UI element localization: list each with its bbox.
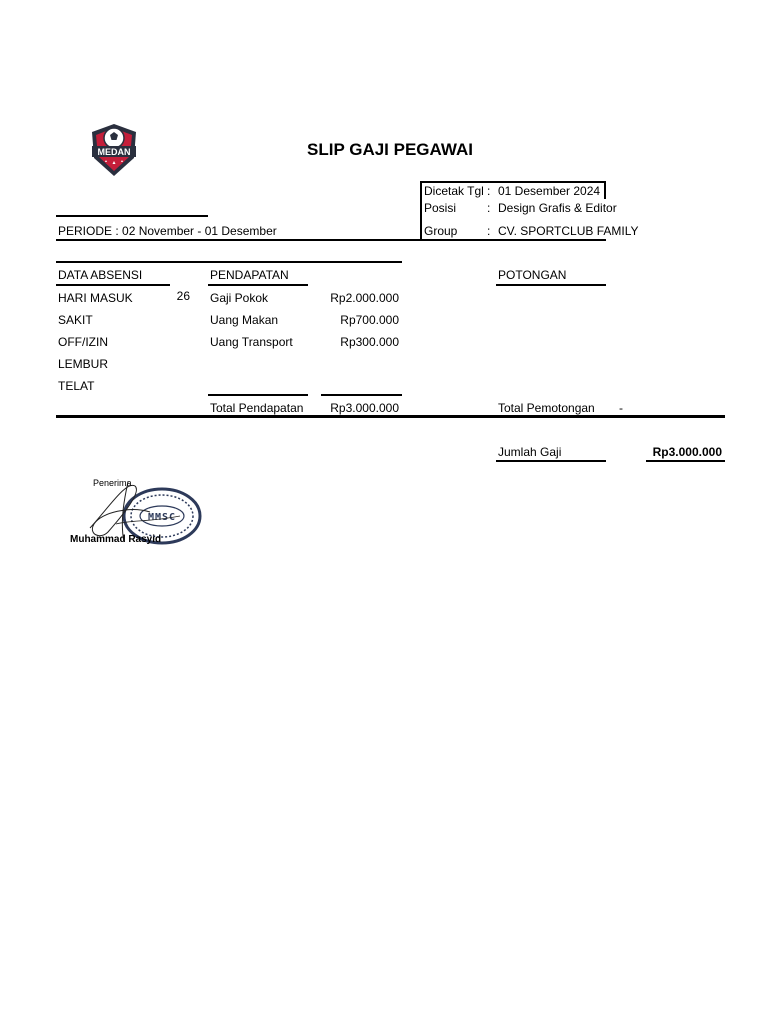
income-total-line [208,394,308,396]
salary-label-line [496,460,606,462]
printed-value: 01 Desember 2024 [498,184,601,198]
attendance-heading: DATA ABSENSI [58,268,143,282]
income-value: Rp700.000 [340,313,399,327]
attendance-label: OFF/IZIN [58,335,108,349]
attendance-label: SAKIT [58,313,93,327]
group-value: CV. SPORTCLUB FAMILY [498,224,639,238]
position-value: Design Grafis & Editor [498,201,617,215]
stamp-text: MMSC [147,512,177,523]
income-total-value: Rp3.000.000 [330,401,399,415]
info-box-left [420,181,422,241]
group-label: Group [424,224,458,238]
deductions-heading-line [496,284,606,286]
period-top-line [56,215,208,217]
income-heading: PENDAPATAN [210,268,289,282]
info-box-right [604,181,606,199]
info-box-top [420,181,606,183]
logo-text: MEDAN [97,147,131,157]
income-total-label: Total Pendapatan [210,401,304,415]
attendance-label: HARI MASUK [58,291,133,305]
attendance-heading-line [56,284,170,286]
receiver-label: Penerima [93,478,132,488]
salary-value-line [646,460,725,462]
attendance-label: TELAT [58,379,95,393]
club-logo [88,122,140,178]
salary-label: Jumlah Gaji [498,445,562,459]
income-label: Uang Transport [210,335,293,349]
salary-value: Rp3.000.000 [652,445,722,459]
income-top-line [56,261,402,263]
deductions-heading: POTONGAN [498,268,567,282]
position-sep: : [487,201,491,215]
section-bottom-line [56,415,725,418]
income-heading-line [208,284,308,286]
income-value: Rp300.000 [340,335,399,349]
income-value: Rp2.000.000 [330,291,399,305]
income-total-value-line [321,394,402,396]
attendance-value: 26 [176,289,190,303]
attendance-label: LEMBUR [58,357,109,371]
printed-label: Dicetak Tgl [424,184,484,198]
period-bottom-line [56,239,606,241]
receiver-name: Muhammad Rasyid [70,534,162,545]
position-label: Posisi [424,201,457,215]
income-label: Uang Makan [210,313,279,327]
deductions-total-label: Total Pemotongan [498,401,595,415]
period-text: PERIODE : 02 November - 01 Desember [58,224,277,238]
printed-sep: : [487,184,491,198]
group-sep: : [487,224,491,238]
page-title: SLIP GAJI PEGAWAI [307,140,473,159]
deductions-total-value: - [619,401,623,415]
income-label: Gaji Pokok [210,291,269,305]
